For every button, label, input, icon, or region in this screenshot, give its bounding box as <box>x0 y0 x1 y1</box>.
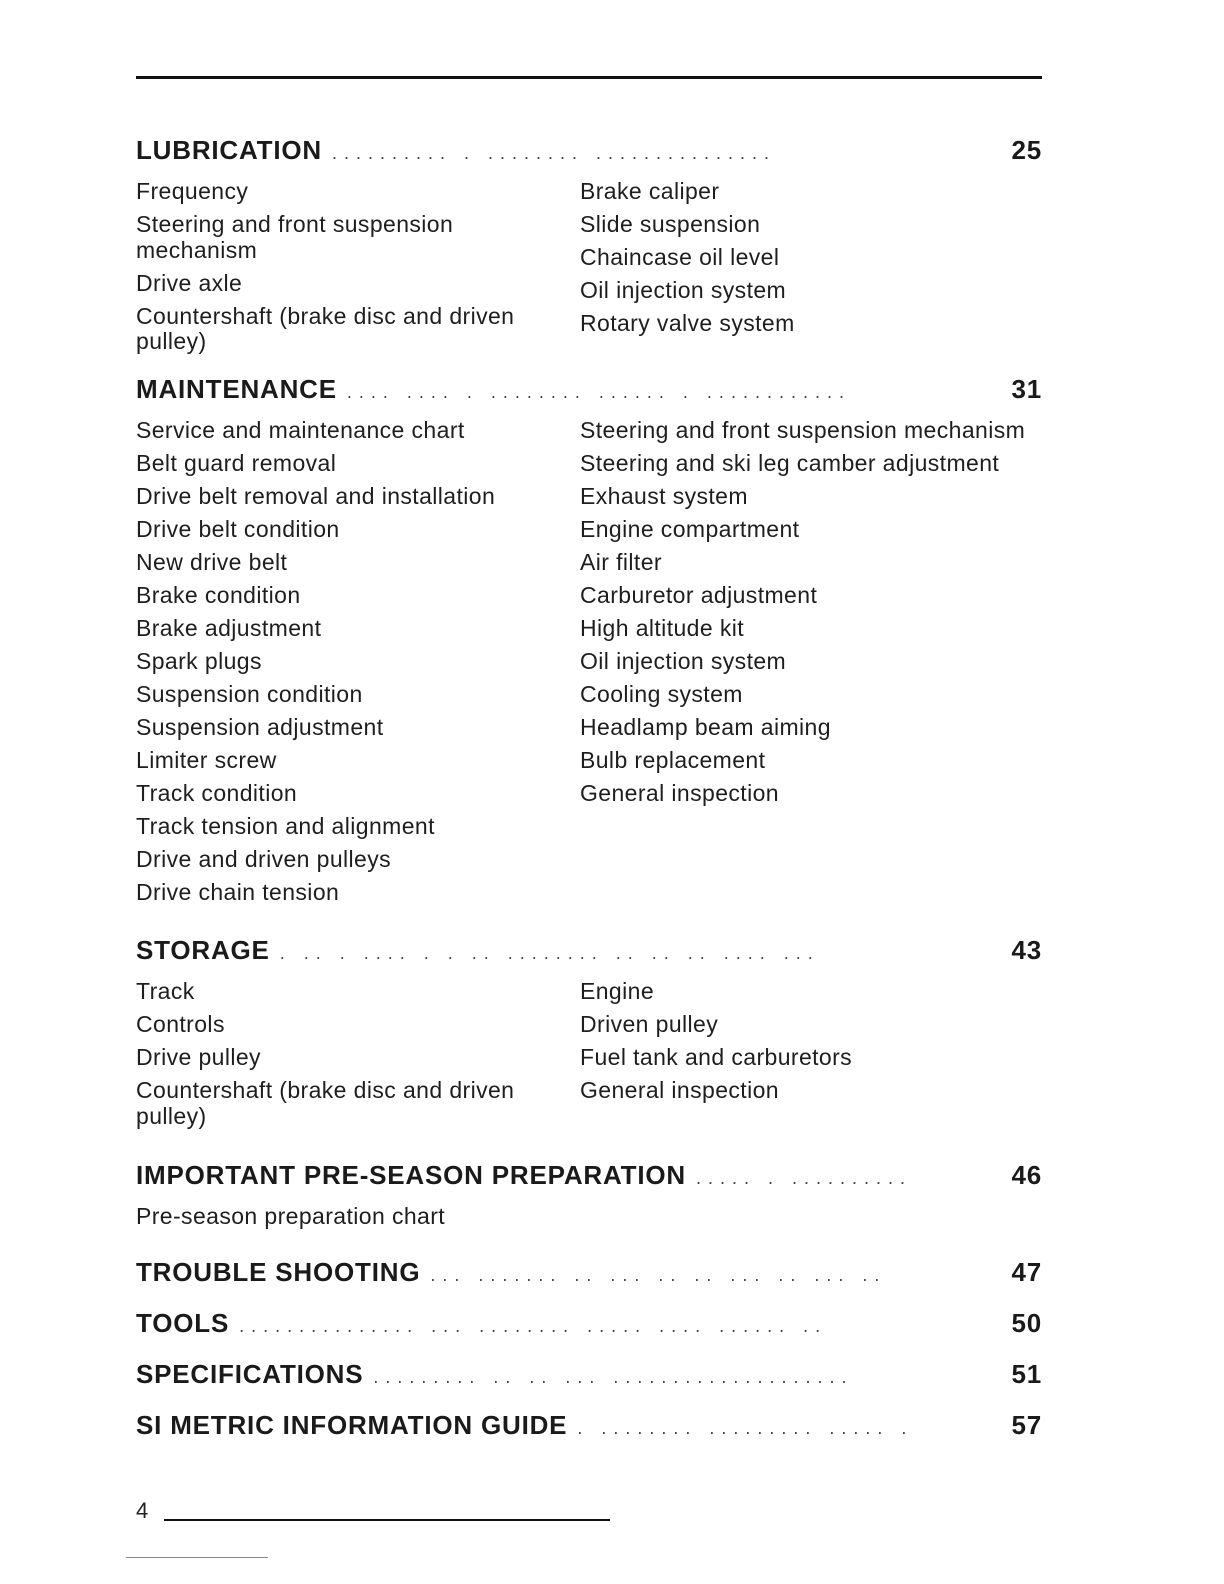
topic-column-right <box>580 977 1042 1153</box>
section-heading[interactable] <box>136 1250 1042 1294</box>
topic-item[interactable]: Steering and ski leg camber adjustment <box>580 450 1000 476</box>
section-tools <box>136 1301 1042 1345</box>
page-number: 31 <box>1011 374 1042 404</box>
topic-columns <box>136 1197 1042 1250</box>
topic-column-left <box>136 416 580 928</box>
page-number: 46 <box>1011 1160 1042 1190</box>
topic-item[interactable]: Slide suspension <box>580 211 761 237</box>
topic-item[interactable]: Oil injection system <box>580 277 787 303</box>
topic-item[interactable]: Engine <box>580 978 655 1004</box>
topic-item[interactable]: New drive belt <box>136 549 288 575</box>
topic-item[interactable]: Brake adjustment <box>136 615 322 641</box>
section-heading[interactable] <box>136 1403 1042 1447</box>
section-heading[interactable] <box>136 928 1042 972</box>
dot-leader: ......... .. .. ... .................... <box>373 1367 854 1387</box>
topic-item[interactable]: Track <box>136 978 195 1004</box>
topic-item[interactable]: Drive axle <box>136 269 243 296</box>
topic-item[interactable]: Chaincase oil level <box>580 244 780 270</box>
topic-item[interactable]: Limiter screw <box>136 747 277 773</box>
topic-columns <box>136 972 1042 1153</box>
topic-column-right <box>580 416 1042 928</box>
topic-item[interactable]: Steering and front suspension mechanism <box>136 211 454 263</box>
topic-item[interactable]: Countershaft (brake disc and driven pulley) <box>136 302 515 354</box>
topic-item[interactable]: Fuel tank and carburetors <box>580 1044 853 1070</box>
section-title: LUBRICATION <box>136 135 322 165</box>
topic-item[interactable]: Carburetor adjustment <box>580 582 818 608</box>
topic-item[interactable]: Controls <box>136 1011 225 1037</box>
section-title: SI METRIC INFORMATION GUIDE <box>136 1410 568 1440</box>
page-number: 43 <box>1011 935 1042 965</box>
topic-column-right <box>580 177 1042 367</box>
topic-columns <box>136 411 1042 928</box>
section-heading[interactable] <box>136 128 1042 172</box>
topic-item[interactable]: High altitude kit <box>580 615 745 641</box>
topic-columns <box>136 172 1042 367</box>
section-maintenance <box>136 367 1042 928</box>
topic-item[interactable]: Countershaft (brake disc and driven pulley) <box>136 1077 515 1129</box>
section-heading[interactable] <box>136 1153 1042 1197</box>
topic-item[interactable]: Pre-season preparation chart <box>136 1203 446 1229</box>
page-number: 57 <box>1011 1410 1042 1440</box>
section-heading[interactable] <box>136 1301 1042 1345</box>
page-number: 47 <box>1011 1257 1042 1287</box>
section-lubrication <box>136 128 1042 367</box>
topic-item[interactable]: Drive belt removal and installation <box>136 483 496 509</box>
dot-leader: . ........ ......... ..... . <box>577 1418 914 1438</box>
section-preseason <box>136 1153 1042 1250</box>
section-trouble-shooting <box>136 1250 1042 1294</box>
topic-item[interactable]: Headlamp beam aiming <box>580 714 831 740</box>
topic-item[interactable]: Belt guard removal <box>136 450 337 476</box>
dot-leader: ..... . .......... <box>695 1168 912 1188</box>
section-heading[interactable] <box>136 1352 1042 1396</box>
topic-item[interactable]: Bulb replacement <box>580 747 766 773</box>
topic-item[interactable]: Suspension adjustment <box>136 714 384 740</box>
topic-column-left <box>136 177 580 367</box>
topic-item[interactable]: Driven pulley <box>580 1011 719 1037</box>
topic-item[interactable]: Spark plugs <box>136 648 262 674</box>
topic-item[interactable]: Service and maintenance chart <box>136 417 465 443</box>
topic-item[interactable]: General inspection <box>580 780 779 806</box>
footer-rule <box>164 1519 610 1521</box>
topic-item[interactable]: Cooling system <box>580 681 743 707</box>
dot-leader: . .. . .... . . .. ........ .. .. .. .... ... <box>279 943 820 963</box>
page-number: 51 <box>1011 1359 1042 1389</box>
topic-item[interactable]: Track condition <box>136 780 298 806</box>
dot-leader: ............... ... ........ ..... .... ...... .. <box>239 1316 828 1336</box>
topic-item[interactable]: Drive belt condition <box>136 516 340 542</box>
section-title: TOOLS <box>136 1308 230 1338</box>
section-title: TROUBLE SHOOTING <box>136 1257 421 1287</box>
topic-item[interactable]: Frequency <box>136 178 249 204</box>
scan-edge-mark <box>126 1557 268 1558</box>
section-si-metric <box>136 1403 1042 1447</box>
dot-leader: .... .... . ........ ...... . ............ <box>346 382 851 402</box>
topic-item[interactable]: Exhaust system <box>580 483 748 509</box>
topic-item[interactable]: Rotary valve system <box>580 310 795 336</box>
section-storage <box>136 928 1042 1153</box>
topic-column-left <box>136 1202 580 1250</box>
topic-item[interactable]: Oil injection system <box>580 648 787 674</box>
topic-item[interactable]: Steering and front suspension mechanism <box>580 417 1026 443</box>
section-title: SPECIFICATIONS <box>136 1359 364 1389</box>
dot-leader: ... ....... .. ... .. .. ... .. ... .. <box>430 1265 887 1285</box>
section-title: IMPORTANT PRE-SEASON PREPARATION <box>136 1160 686 1190</box>
section-heading[interactable] <box>136 367 1042 411</box>
section-title: STORAGE <box>136 935 270 965</box>
topic-column-left <box>136 977 580 1153</box>
topic-item[interactable]: Suspension condition <box>136 681 363 707</box>
topic-item[interactable]: Air filter <box>580 549 662 575</box>
section-specifications <box>136 1352 1042 1396</box>
topic-item[interactable]: Drive pulley <box>136 1044 261 1070</box>
topic-item[interactable]: Brake caliper <box>580 178 720 204</box>
topic-item[interactable]: Drive chain tension <box>136 879 340 905</box>
topic-item[interactable]: General inspection <box>580 1077 779 1103</box>
page-number: 25 <box>1011 135 1042 165</box>
topic-item[interactable]: Brake condition <box>136 582 301 608</box>
section-title: MAINTENANCE <box>136 374 337 404</box>
dot-leader: .......... . ........ ............... <box>331 143 777 163</box>
topic-item[interactable]: Engine compartment <box>580 516 800 542</box>
table-of-contents <box>136 128 1042 1447</box>
topic-item[interactable]: Track tension and alignment <box>136 813 435 839</box>
page-number: 50 <box>1011 1308 1042 1338</box>
topic-item[interactable]: Drive and driven pulleys <box>136 846 392 872</box>
top-rule <box>136 76 1042 79</box>
footer-page-number: 4 <box>136 1498 149 1523</box>
